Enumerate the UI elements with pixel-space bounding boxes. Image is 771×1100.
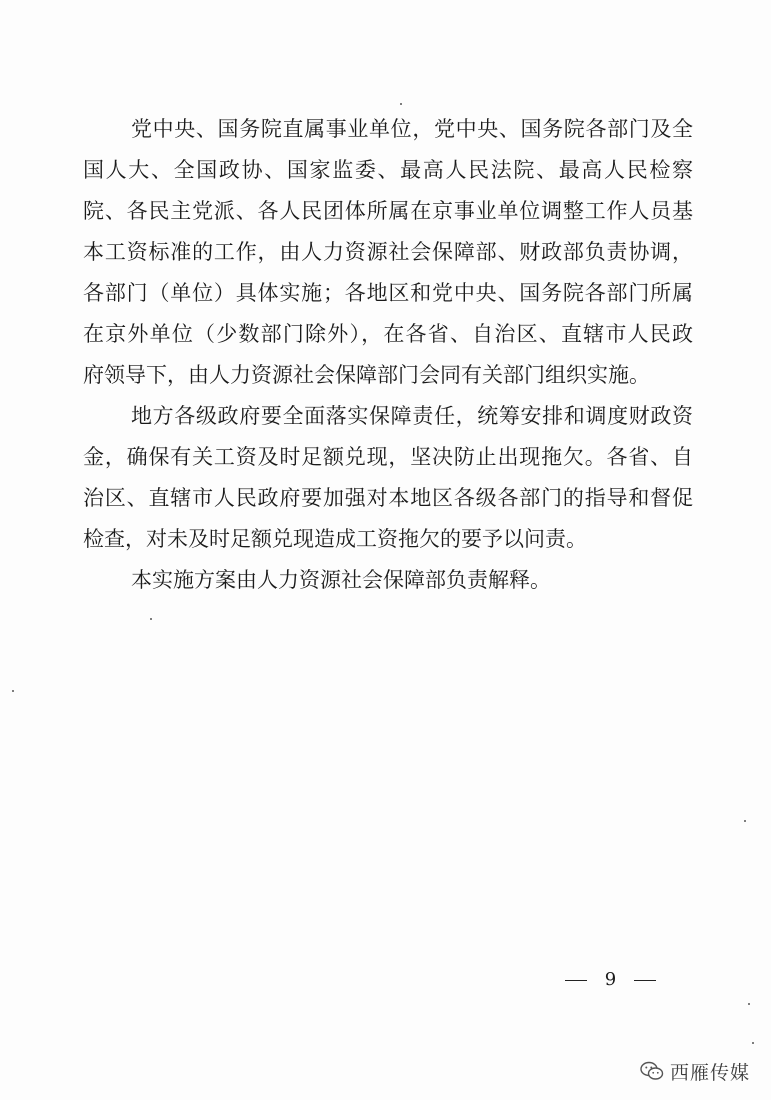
paragraph-1-line-3: 院、各民主党派、各人民团体所属在京事业单位调整工作人员基 — [83, 199, 693, 223]
scan-speck — [150, 618, 152, 620]
watermark — [640, 1058, 750, 1084]
scan-speck — [744, 820, 746, 822]
paragraph-2-line-3: 治区、直辖市人民政府要加强对本地区各级各部门的指导和督促 — [83, 486, 693, 510]
paragraph-1-line-1: 党中央、国务院直属事业单位，党中央、国务院各部门及全 — [131, 117, 693, 141]
page-number — [565, 966, 656, 994]
wechat-icon — [640, 1061, 664, 1081]
scan-speck — [752, 1042, 754, 1044]
scan-speck — [748, 1003, 750, 1005]
page-number-left-dash — [565, 980, 587, 981]
paragraph-1-line-4: 本工资标准的工作，由人力资源社会保障部、财政部负责协调， — [83, 240, 693, 264]
paragraph-1-line-2: 国人大、全国政协、国家监委、最高人民法院、最高人民检察 — [83, 158, 693, 182]
paragraph-3-line-1: 本实施方案由人力资源社会保障部负责解释。 — [131, 568, 551, 592]
paragraph-1-line-6: 在京外单位（少数部门除外），在各省、自治区、直辖市人民政 — [83, 322, 693, 346]
paragraph-1-line-5: 各部门（单位）具体实施；各地区和党中央、国务院各部门所属 — [83, 281, 693, 305]
paragraph-2-line-1: 地方各级政府要全面落实保障责任，统筹安排和调度财政资 — [131, 404, 693, 428]
paragraph-2-line-2: 金，确保有关工资及时足额兑现，坚决防止出现拖欠。各省、自 — [83, 445, 693, 469]
page-number-right-dash — [634, 980, 656, 981]
page-number-value: 9 — [604, 969, 617, 990]
scan-speck — [12, 690, 14, 692]
paragraph-2-line-4: 检查，对未及时足额兑现造成工资拖欠的要予以问责。 — [83, 527, 587, 551]
scan-speck — [400, 103, 402, 105]
paragraph-1-line-7: 府领导下，由人力资源社会保障部门会同有关部门组织实施。 — [83, 363, 650, 387]
watermark-text: 西雁传媒 — [670, 1061, 751, 1084]
